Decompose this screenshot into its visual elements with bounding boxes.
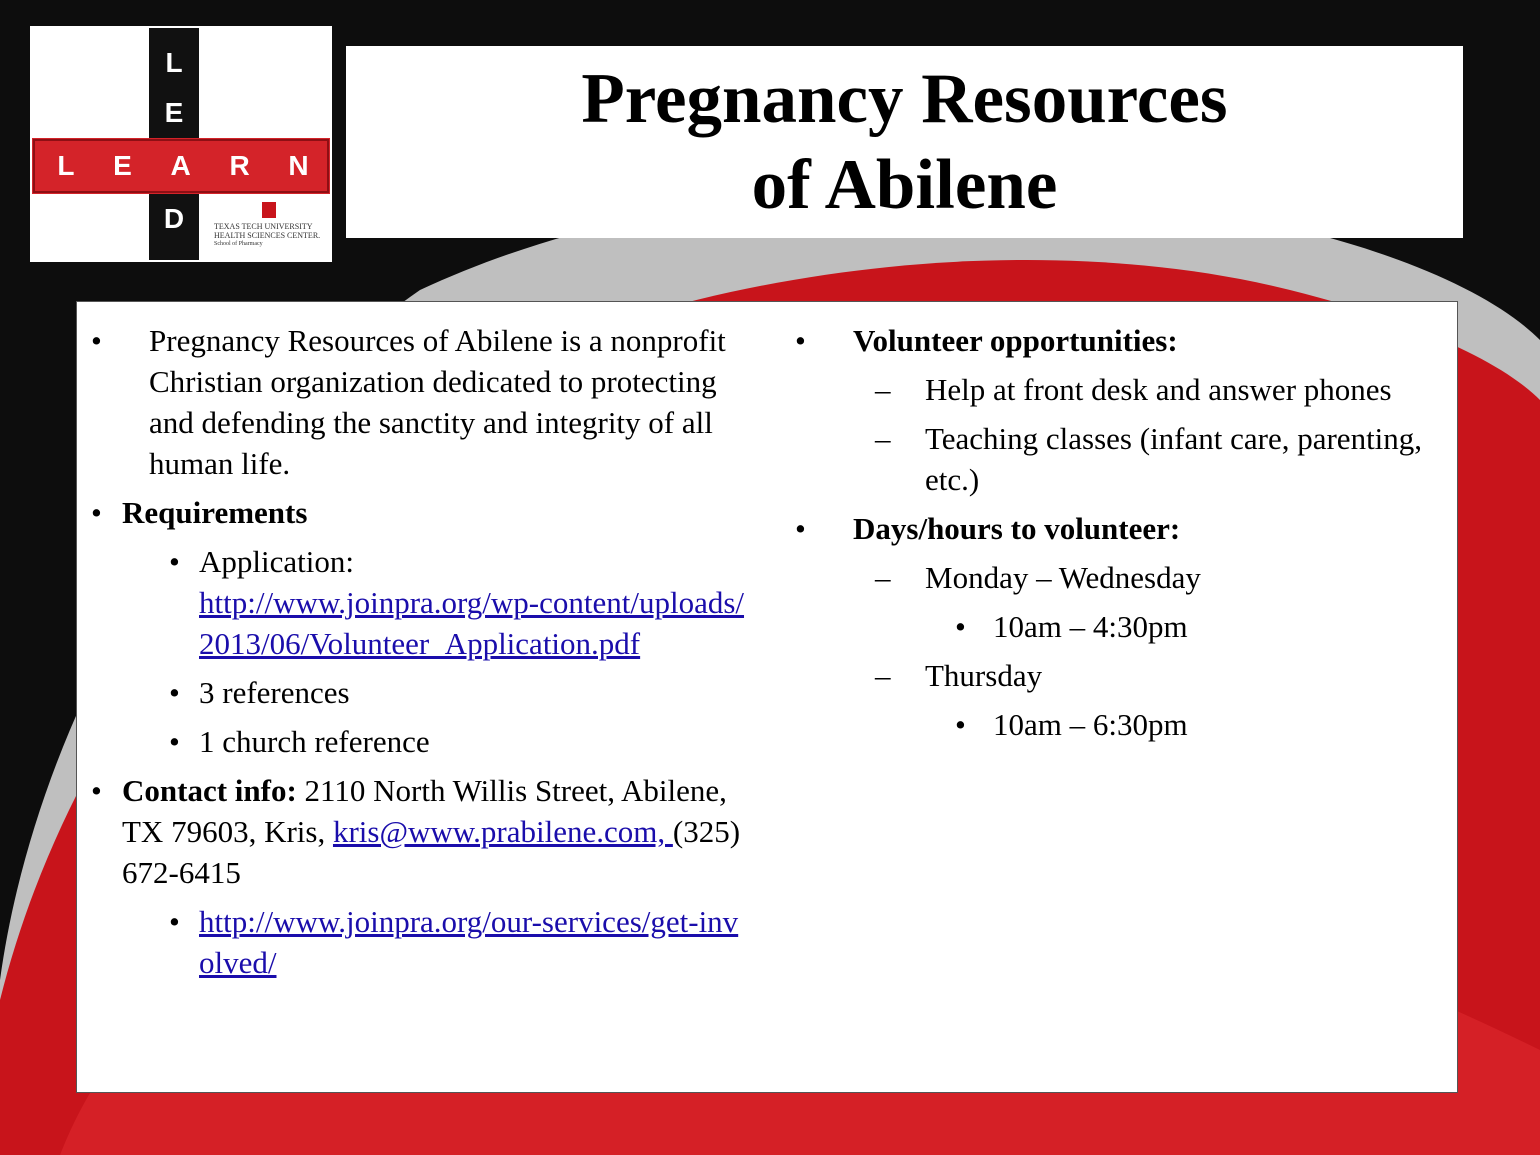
opportunity-text: Help at front desk and answer phones	[925, 372, 1392, 407]
logo-institution-line2: HEALTH SCIENCES CENTER.	[214, 231, 321, 240]
schedule-days: Monday – Wednesday	[925, 560, 1201, 595]
logo-letter-across-1: L	[57, 150, 75, 181]
ttu-double-t-icon	[262, 202, 276, 218]
logo-letter-down-1: L	[165, 47, 183, 78]
bullet: •	[169, 675, 180, 710]
dash-bullet: –	[875, 658, 891, 693]
logo-institution	[214, 222, 332, 249]
application-item	[91, 541, 751, 664]
contact-item	[91, 770, 751, 893]
bullet: •	[169, 724, 180, 759]
get-involved-item	[91, 901, 751, 983]
schedule-hours: 10am – 6:30pm	[993, 707, 1188, 742]
opportunity-item	[795, 369, 1455, 410]
bullet: •	[955, 609, 966, 644]
content-panel	[76, 301, 1458, 1093]
opportunity-item	[795, 418, 1455, 500]
schedule-hours-item	[795, 704, 1455, 745]
logo-letter-across-3: A	[170, 150, 191, 181]
left-column	[91, 320, 751, 991]
church-reference-text: 1 church reference	[199, 724, 430, 759]
bullet: •	[955, 707, 966, 742]
application-label: Application:	[199, 544, 354, 579]
logo-letter-across-4: R	[229, 150, 250, 181]
bullet: •	[795, 511, 806, 546]
schedule-hours-item	[795, 606, 1455, 647]
references-item	[91, 672, 751, 713]
learn-lead-logo	[30, 26, 332, 262]
intro-text: Pregnancy Resources of Abilene is a nonprofit Christian organization dedicated to protecting and defending the sanctity and integrity of all human life.	[149, 323, 726, 481]
requirements-label: Requirements	[122, 495, 308, 530]
logo-letter-down-4: D	[163, 203, 185, 234]
opportunity-text: Teaching classes (infant care, parenting, etc.)	[925, 421, 1423, 497]
bullet: •	[795, 323, 806, 358]
volunteer-label: Volunteer opportunities:	[853, 323, 1178, 358]
logo-institution-line1: TEXAS TECH UNIVERSITY	[214, 222, 313, 231]
title-box	[346, 46, 1463, 238]
schedule-days-item	[795, 655, 1455, 696]
bullet: •	[169, 904, 180, 939]
contact-text: 2110 North Willis Street, Abilene, TX 79603, Kris,	[122, 773, 727, 849]
bullet: •	[91, 773, 102, 808]
schedule-days-item	[795, 557, 1455, 598]
get-involved-link[interactable]: http://www.joinpra.org/our-services/get-involved/	[199, 904, 739, 980]
logo-letter-across-2: E	[113, 150, 132, 181]
application-link[interactable]: http://www.joinpra.org/wp-content/uploads/2013/06/Volunteer_Application.pdf	[199, 585, 745, 661]
contact-label: Contact info:	[122, 773, 297, 808]
intro-item	[91, 320, 751, 484]
title-line-1: Pregnancy Resources	[581, 60, 1228, 138]
right-column	[795, 320, 1455, 753]
volunteer-item	[795, 320, 1455, 361]
contact-phone: (325) 672-6415	[122, 814, 741, 890]
schedule-days: Thursday	[925, 658, 1043, 693]
logo-letter-across-5: N	[288, 150, 309, 181]
days-item	[795, 508, 1455, 549]
bullet: •	[91, 323, 102, 358]
logo-school: School of Pharmacy	[214, 241, 263, 247]
schedule-hours: 10am – 4:30pm	[993, 609, 1188, 644]
logo-letter-down-2: E	[164, 97, 184, 128]
references-text: 3 references	[199, 675, 350, 710]
dash-bullet: –	[875, 421, 891, 456]
contact-email-link[interactable]: kris@www.prabilene.com,	[332, 814, 673, 849]
dash-bullet: –	[875, 560, 891, 595]
days-label: Days/hours to volunteer:	[853, 511, 1181, 546]
bullet: •	[91, 495, 102, 530]
requirements-item	[91, 492, 751, 533]
dash-bullet: –	[875, 372, 891, 407]
bullet: •	[169, 544, 180, 579]
church-reference-item	[91, 721, 751, 762]
title-line-2: of Abilene	[751, 146, 1058, 224]
